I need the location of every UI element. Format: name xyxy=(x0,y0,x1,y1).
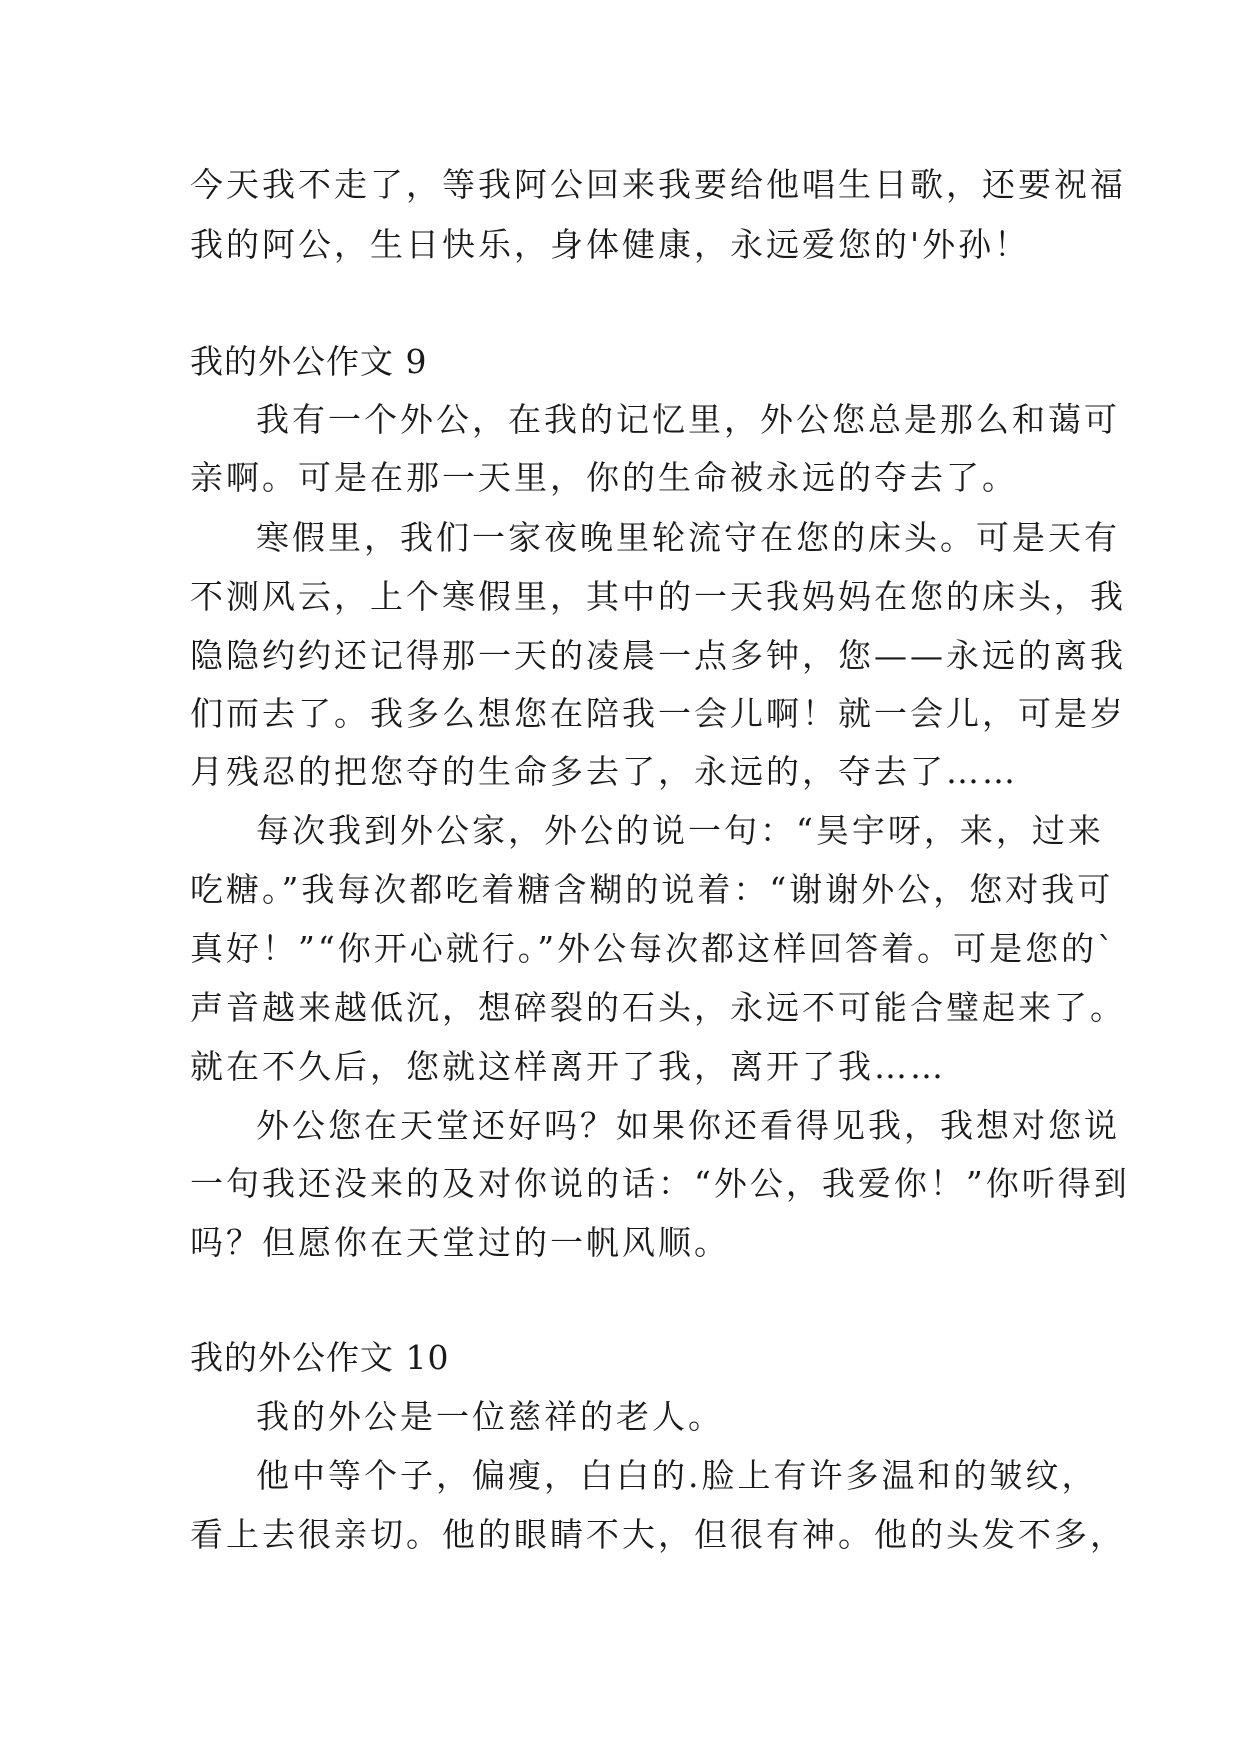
text-line: 不测风云，上个寒假里，其中的一天我妈妈在您的床头，我 xyxy=(190,577,1126,616)
paragraph-first-line: 我的外公是一位慈祥的老人。 xyxy=(256,1397,724,1436)
text-line: 们而去了。我多么想您在陪我一会儿啊！就一会儿，可是岁 xyxy=(190,694,1126,733)
text-line: 吃糖。”我每次都吃着糖含糊的说着：“谢谢外公，您对我可 xyxy=(190,870,1114,909)
text-line: 就在不久后，您就这样离开了我，离开了我…… xyxy=(190,1047,946,1086)
text-line: 我的阿公，生日快乐，身体健康，永远爱您的'外孙！ xyxy=(190,225,1031,264)
text-line: 亲啊。可是在那一天里，你的生命被永远的夺去了。 xyxy=(190,458,1018,497)
section-heading: 我的外公作文 9 xyxy=(190,342,428,381)
text-line: 隐隐约约还记得那一天的凌晨一点多钟，您——永远的离我 xyxy=(190,636,1126,675)
section-heading: 我的外公作文 10 xyxy=(190,1338,450,1377)
text-line: 吗？但愿你在天堂过的一帆风顺。 xyxy=(190,1223,730,1262)
text-line: 真好！”“你开心就行。”外公每次都这样回答着。可是您的` xyxy=(190,929,1117,968)
text-line: 一句我还没来的及对你说的话：“外公，我爱你！”你听得到 xyxy=(190,1164,1130,1203)
paragraph-first-line: 外公您在天堂还好吗？如果你还看得见我，我想对您说 xyxy=(256,1106,1120,1145)
text-line: 声音越来越低沉，想碎裂的石头，永远不可能合璧起来了。 xyxy=(190,988,1126,1027)
text-line: 看上去很亲切。他的眼睛不大，但很有神。他的头发不多， xyxy=(190,1515,1126,1554)
paragraph-first-line: 我有一个外公，在我的记忆里，外公您总是那么和蔼可 xyxy=(256,400,1120,439)
text-line: 今天我不走了，等我阿公回来我要给他唱生日歌，还要祝福 xyxy=(190,165,1126,204)
paragraph-first-line: 他中等个子，偏瘦，白白的.脸上有许多温和的皱纹， xyxy=(256,1456,1098,1495)
text-line: 月残忍的把您夺的生命多去了，永远的，夺去了…… xyxy=(190,752,1018,791)
paragraph-first-line: 每次我到外公家，外公的说一句：“昊宇呀，来，过来 xyxy=(256,811,1104,850)
paragraph-first-line: 寒假里，我们一家夜晚里轮流守在您的床头。可是天有 xyxy=(256,518,1120,557)
